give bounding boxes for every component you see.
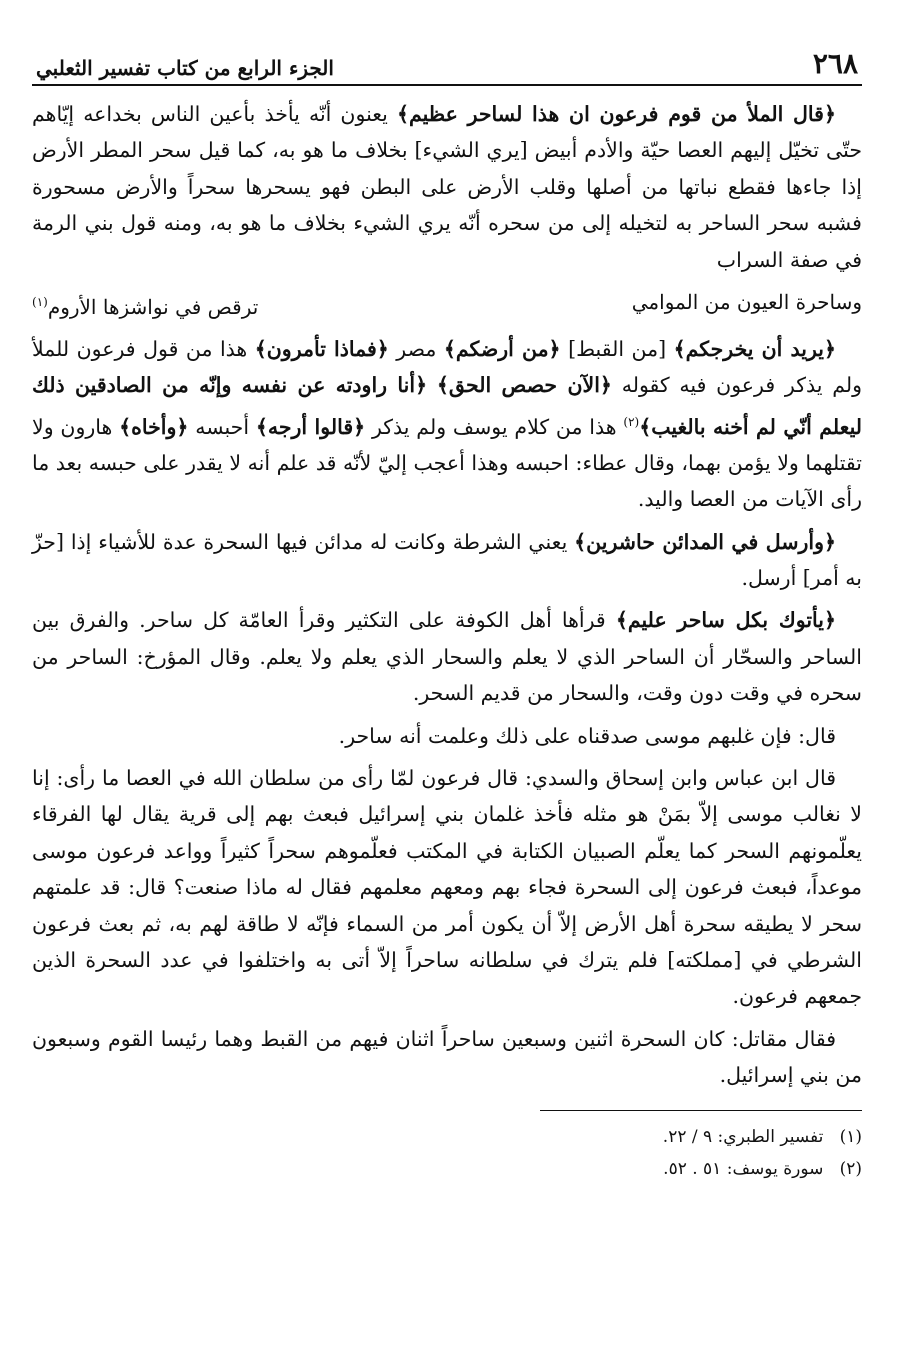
- paragraph-text: قرأها أهل الكوفة على التكثير وقرأ العامّة كل ساحر. والفرق بين الساحر والسحّار أن الساحر الذي لا يعلم والسحار الذي يعلم ولا يعلم. وقال المؤرخ: الساحر من سحره في وقت دون وقت، والسحار من قديم السحر.: [32, 608, 862, 706]
- footnote-mark: (٢): [623, 414, 640, 429]
- paragraph-text: يعني الشرطة وكانت له مدائن فيها السحرة عدة للأشياء إذا [حزّ به أمر] أرسل.: [32, 529, 862, 590]
- footnote-text: تفسير الطبري: ٩ / ٢٢.: [662, 1126, 824, 1147]
- paragraph-6: قال ابن عباس وابن إسحاق والسدي: قال فرعون لمّا رأى من سلطان الله في العصا ما رأى: إنا لا نغالب موسى إلاّ بمَنْ هو مثله فأخذ غلمان بني إسرائيل فبعث بهم إلى قرية يقال لها الفرقاء يعلّمونهم السحر كما يعلّم الصبيان الكتابة في المكتب فعلّموهم سحراً كثيراً وواعد فرعون موسى موعداً، فبعث فرعون إلى السحرة فجاء بهم ومعهم معلمهم فقال له ماذا صنعت؟ قال: قد علمتهم سحر لا يطيقه سحرة أهل الأرض إلاّ أن يكون أمر من السماء فإنّه لا طاقة لهم به، ثم بعث فرعون الشرطي في [مملكته] فلم يترك في سلطانه ساحراً إلاّ أتى به واختلفوا في عدد السحرة الذين جمعهم فرعون.: [32, 765, 862, 1009]
- footnote-number: (٢): [839, 1158, 862, 1179]
- paragraph-5: قال: فإن غلبهم موسى صدقناه على ذلك وعلمت أنه ساحر.: [338, 723, 836, 748]
- page-body: [32, 96, 862, 1094]
- page-number: ٢٦٨: [812, 47, 858, 80]
- paragraph-3: [32, 524, 862, 597]
- paragraph-4: [32, 602, 862, 711]
- quran-quote: ﴿وأخاه﴾: [119, 414, 189, 439]
- footnote-2: [32, 1153, 862, 1185]
- quran-quote: ﴿يريد أن يخرجكم﴾: [673, 336, 836, 361]
- quran-quote: ﴿من أرضكم﴾: [443, 336, 561, 361]
- footnote-number: (١): [839, 1126, 862, 1147]
- quran-quote: ﴿قالوا أرجه﴾: [255, 414, 366, 439]
- quran-quote: ﴿قال الملأ من قوم فرعون ان هذا لساحر عظيم﴾: [396, 102, 836, 126]
- poetry-verse: [32, 284, 862, 325]
- quran-quote: ﴿وأرسل في المدائن حاشرين﴾: [574, 529, 837, 554]
- paragraph-2: ﴿يريد أن يخرجكم﴾ [من القبط] ﴿من أرضكم﴾ مصر ﴿فماذا تأمرون﴾ هذا من قول فرعون للملأ ولم يذكر فرعون فيه كقوله ﴿الآن حصص الحق﴾ ﴿أنا راودته عن نفسه وإنّه من الصادقين ذلك ليعلم أنّي لم أخنه بالغيب﴾$^{(٢)}$ هذا من كلام يوسف ولم يذكر ﴿قالوا أرجه﴾ أحبسه ﴿وأخاه﴾ هارون ولا تقتلهما ولا يؤمن بهما، وقال عطاء: احبسه وهذا أعجب إليّ لأنّه قد علم أنه لا يقدر على حبسه بعد ما رأى الآيات من العصا واليد.: [32, 336, 863, 512]
- verse-hemistich-2: ترقص في نواشزها الأروم$^{(١)}$: [32, 294, 259, 319]
- paragraph-7: فقال مقاتل: كان السحرة اثنين وسبعين ساحراً اثنان فيهم من القبط وهما رئيسا القوم وسبعون من بني إسرائيل.: [32, 1026, 862, 1088]
- footnotes: [32, 1121, 862, 1185]
- paragraph-1: [32, 96, 862, 278]
- quran-quote: ﴿فماذا تأمرون﴾: [254, 336, 389, 361]
- paragraph-text: يعنون أنّه يأخذ بأعين الناس بخداعه إيّاهم حتّى تخيّل إليهم العصا حيّة والأدم أبيض [يري الشيء] بخلاف ما هو به، كما قيل سحر المطر الأرض إذا جاءها فقطع نباتها من أصلها وقلب الأرض على البطن فهو يسحرها سحراً والأرض مسحورة فشبه سحر الساحر به لتخيله إلى من سحره أنّه يري الشيء بخلاف ما هو به، ومنه قول بني الرمة في صفة السراب: [32, 102, 862, 272]
- quran-quote: ﴿الآن حصص الحق﴾: [436, 373, 612, 398]
- quran-quote: ﴿أنا راودته عن نفسه وإنّه من الصادقين ذلك ليعلم أنّي لم أخنه بالغيب﴾: [32, 373, 863, 439]
- book-page: [32, 38, 862, 1338]
- page-header: [32, 38, 862, 86]
- quran-quote: ﴿يأتوك بكل ساحر عليم﴾: [615, 608, 836, 633]
- footnote-separator: [540, 1110, 862, 1111]
- footnote-mark: (١): [32, 295, 48, 310]
- footnote-text: سورة يوسف: ٥١ . ٥٢.: [663, 1158, 824, 1179]
- footnote-1: [32, 1121, 862, 1153]
- verse-hemistich-1: وساحرة العيون من الموامي: [631, 290, 862, 315]
- running-title: الجزء الرابع من كتاب تفسير الثعلبي: [36, 56, 334, 80]
